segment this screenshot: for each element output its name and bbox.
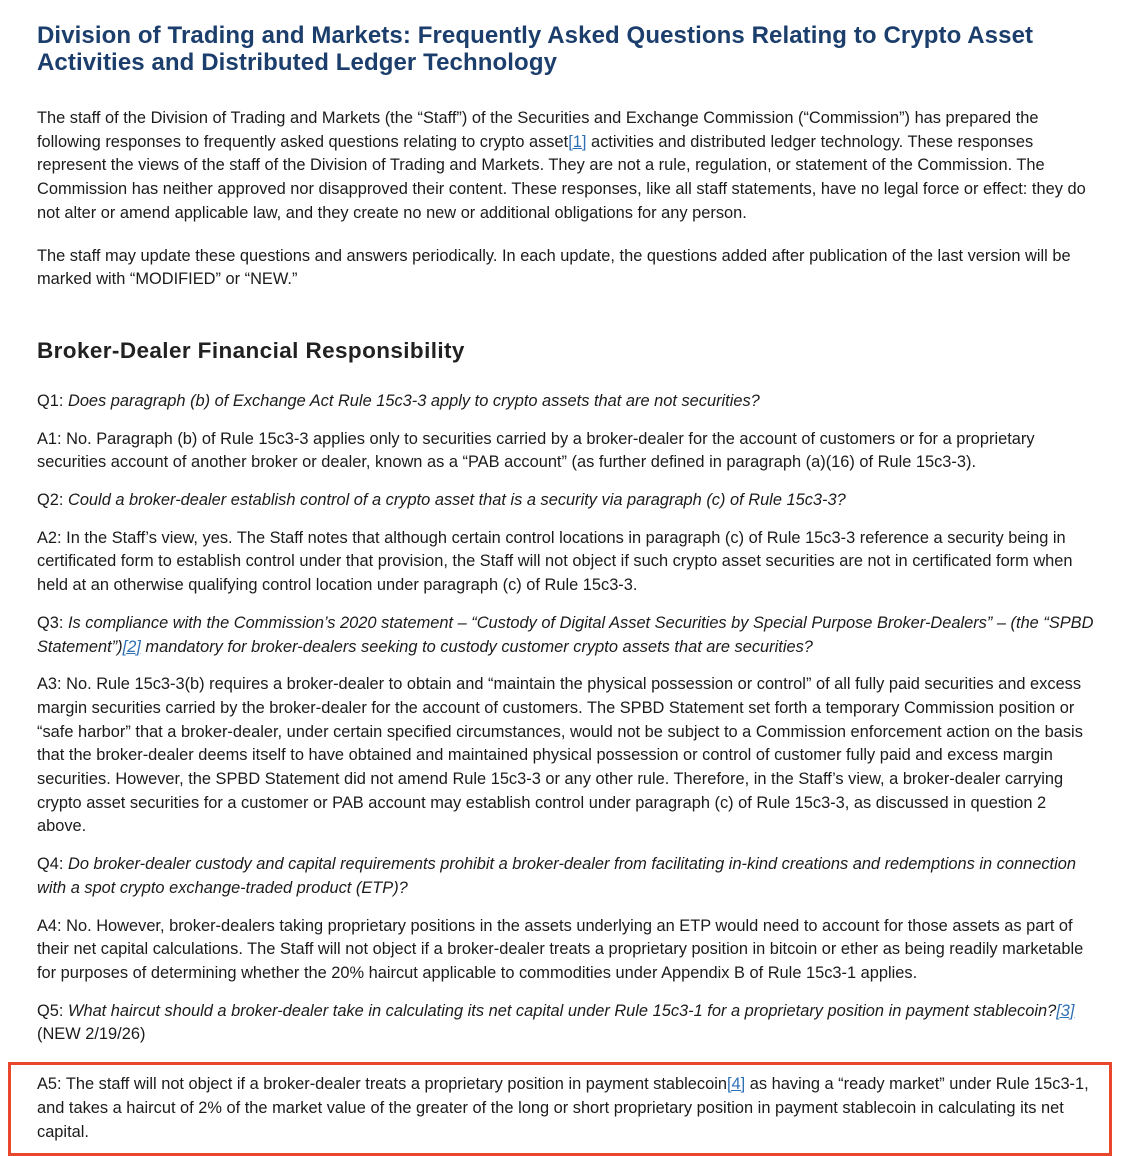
question-2 — [37, 489, 1095, 513]
question-3 — [37, 612, 1095, 659]
answer-3: A3: No. Rule 15c3-3(b) requires a broker-dealer to obtain and “maintain the physical possession or control” of all fully paid securities and excess margin securities carried by the broker-dealer for the account of customers. The SPBD Statement set forth a temporary Commission position or “safe harbor” that a broker-dealer, under certain specified circumstances, would not be subject to a Commission enforcement action on the basis that the broker-dealer deems itself to have obtained and maintained physical possession or control of customer fully paid and excess margin securities. However, the SPBD Statement did not amend Rule 15c3-3 or any other rule. Therefore, in the Staff’s view, a broker-dealer carrying crypto asset securities for a customer or PAB account may establish control under paragraph (c) of Rule 15c3-3, as discussed in question 2 above. — [37, 675, 1083, 836]
question-2-label: Q2: — [37, 491, 68, 510]
highlighted-answer-box — [8, 1062, 1112, 1156]
question-1-text: Does paragraph (b) of Exchange Act Rule 15c3-3 apply to crypto assets that are not securities? — [67, 391, 760, 410]
question-2-text: Could a broker-dealer establish control of a crypto asset that is a security via paragraph (c) of Rule 15c3-3? — [67, 491, 846, 510]
intro-paragraph-1-text: The staff of the Division of Trading and Markets (the “Staff”) of the Securities and Exchange Commission (“Commission”) has prepared the following responses to frequently asked questions relating to crypto asset — [37, 109, 1039, 151]
question-1 — [37, 390, 1095, 414]
new-date-tag: (NEW 2/19/26) — [37, 1025, 146, 1044]
question-4 — [37, 853, 1095, 900]
question-4-text: Do broker-dealer custody and capital requirements prohibit a broker-dealer from facilitating in-kind creations and redemptions in connection with a spot crypto exchange-traded product (ETP)? — [37, 855, 1076, 897]
question-4-label: Q4: — [37, 855, 68, 874]
page-title: Division of Trading and Markets: Frequently Asked Questions Relating to Crypto Asset Activities and Distributed Ledger Technology — [37, 22, 1034, 76]
question-5 — [37, 1000, 1095, 1047]
question-3-text: Is compliance with the Commission’s 2020 statement – “Custody of Digital Asset Securities by Special Purpose Broker-Dealers” – (the “SPBD Statement”) — [37, 613, 1094, 656]
question-3-label: Q3: — [37, 613, 68, 632]
footnote-link-4[interactable]: [4] — [726, 1075, 746, 1094]
answer-1: A1: No. Paragraph (b) of Rule 15c3-3 applies only to securities carried by a broker-dealer for the account of customers or for a proprietary securities account of another broker or dealer, known as a “PAB account” (as further defined in paragraph (a)(16) of Rule 15c3-3). — [37, 429, 1035, 472]
question-3-text-rest: mandatory for broker-dealers seeking to custody customer crypto assets that are securities? — [140, 637, 813, 656]
answer-4: A4: No. However, broker-dealers taking proprietary positions in the assets underlying an ETP would need to account for those assets as part of their net capital calculations. The Staff will not object if a broker-dealer treats a proprietary position in bitcoin or ether as being readily marketable for purposes of determining whether the 20% haircut applicable to commodities under Appendix B of Rule 15c3-1 applies. — [37, 916, 1084, 982]
question-1-label: Q1: — [37, 391, 68, 410]
footnote-link-2[interactable]: [2] — [122, 637, 141, 656]
question-5-text: What haircut should a broker-dealer take in calculating its net capital under Rule 15c3-1 for a proprietary position in payment stablecoin? — [67, 1001, 1057, 1020]
answer-5-text: A5: The staff will not object if a broker-dealer treats a proprietary position in payment stablecoin — [37, 1075, 727, 1094]
answer-5 — [37, 1073, 1095, 1144]
footnote-link-3[interactable]: [3] — [1056, 1001, 1075, 1020]
answer-2: A2: In the Staff’s view, yes. The Staff notes that although certain control locations in paragraph (c) of Rule 15c3-3 reference a security being in certificated form to establish control under that provision, the Staff will not object if such crypto asset securities are not in certificated form when held at an otherwise qualifying control location under paragraph (c) of Rule 15c3-3. — [37, 528, 1073, 595]
answer-5-text-rest: as having a “ready market” under Rule 15c3-1, and takes a haircut of 2% of the market value of the greater of the long or short proprietary position in payment stablecoin in calculating its net capital. — [37, 1075, 1089, 1141]
intro-paragraph-2: The staff may update these questions and answers periodically. In each update, the questions added after publication of the last version will be marked with “MODIFIED” or “NEW.” — [37, 246, 1071, 289]
section-heading: Broker-Dealer Financial Responsibility — [37, 337, 465, 363]
footnote-link-1[interactable]: [1] — [568, 132, 587, 151]
question-5-label: Q5: — [37, 1001, 68, 1020]
intro-paragraph-1 — [37, 107, 1095, 226]
intro-paragraph-1-rest: activities and distributed ledger technology. These responses represent the views of the staff of the Division of Trading and Markets. They are not a rule, regulation, or statement of the Commission. The Commission has neither approved nor disapproved their content. These responses, like all staff statements, have no legal force or effect: they do not alter or amend applicable law, and they create no new or additional obligations for any person. — [37, 132, 1086, 222]
